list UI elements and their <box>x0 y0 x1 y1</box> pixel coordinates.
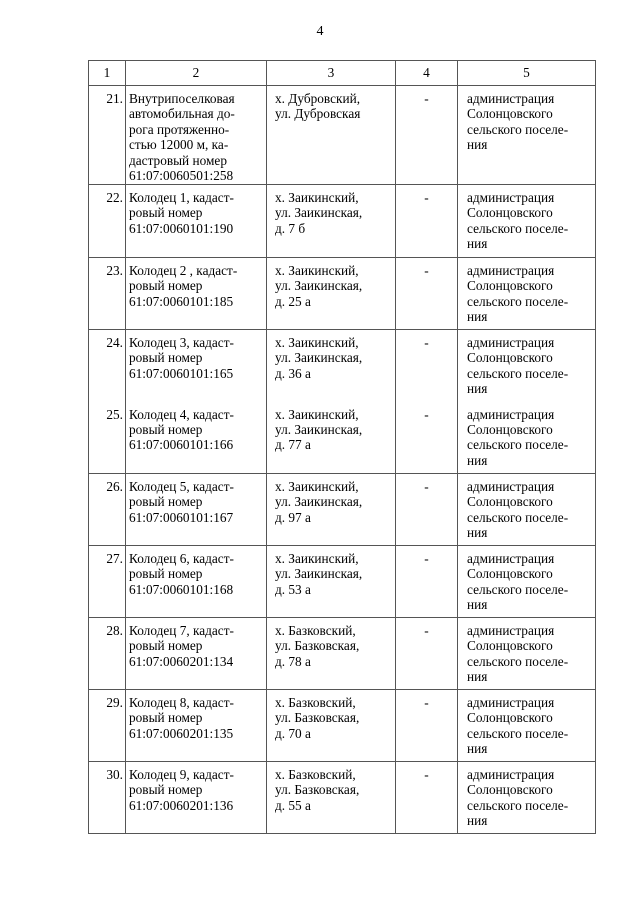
owner-name: администрация Солонцовского сельского поселе- ния <box>458 690 596 762</box>
owner-name: администрация Солонцовского сельского поселе- ния <box>458 762 596 834</box>
table-row <box>89 258 596 330</box>
row-number: 28. <box>89 618 126 690</box>
header-col-3: 3 <box>267 61 396 86</box>
object-name: Колодец 7, кадаст- ровый номер 61:07:0060201:134 <box>126 618 267 690</box>
row-number: 30. <box>89 762 126 834</box>
table-row <box>89 86 596 185</box>
header-col-4: 4 <box>396 61 458 86</box>
page-number: 4 <box>316 24 324 39</box>
object-name: Колодец 9, кадаст- ровый номер 61:07:0060201:136 <box>126 762 267 834</box>
table-row <box>89 474 596 546</box>
column-4-value: - <box>396 762 458 834</box>
column-4-value: - <box>396 402 458 474</box>
object-address: х. Заикинский, ул. Заикинская, д. 97 а <box>267 474 396 546</box>
row-number: 22. <box>89 185 126 258</box>
owner-name: администрация Солонцовского сельского поселе- ния <box>458 185 596 258</box>
object-name: Колодец 2 , кадаст- ровый номер 61:07:0060101:185 <box>126 258 267 330</box>
object-address: х. Заикинский, ул. Заикинская, д. 53 а <box>267 546 396 618</box>
row-number: 26. <box>89 474 126 546</box>
column-4-value: - <box>396 474 458 546</box>
owner-name: администрация Солонцовского сельского поселе- ния <box>458 330 596 402</box>
owner-name: администрация Солонцовского сельского поселе- ния <box>458 546 596 618</box>
column-4-value: - <box>396 86 458 185</box>
header-col-2: 2 <box>126 61 267 86</box>
column-4-value: - <box>396 690 458 762</box>
object-name: Колодец 8, кадаст- ровый номер 61:07:0060201:135 <box>126 690 267 762</box>
owner-name: администрация Солонцовского сельского поселе- ния <box>458 258 596 330</box>
object-address: х. Базковский, ул. Базковская, д. 70 а <box>267 690 396 762</box>
column-4-value: - <box>396 618 458 690</box>
table-row <box>89 402 596 474</box>
table-row <box>89 618 596 690</box>
column-4-value: - <box>396 330 458 402</box>
object-name: Колодец 6, кадаст- ровый номер 61:07:0060101:168 <box>126 546 267 618</box>
header-col-1: 1 <box>89 61 126 86</box>
row-number: 24. <box>89 330 126 402</box>
object-address: х. Заикинский, ул. Заикинская, д. 36 а <box>267 330 396 402</box>
column-4-value: - <box>396 258 458 330</box>
object-address: х. Базковский, ул. Базковская, д. 78 а <box>267 618 396 690</box>
row-number: 25. <box>89 402 126 474</box>
object-address: х. Дубровский, ул. Дубровская <box>267 86 396 185</box>
column-4-value: - <box>396 185 458 258</box>
table-header-row <box>89 61 596 86</box>
object-address: х. Базковский, ул. Базковская, д. 55 а <box>267 762 396 834</box>
table-row <box>89 185 596 258</box>
object-name: Колодец 4, кадаст- ровый номер 61:07:0060101:166 <box>126 402 267 474</box>
header-col-5: 5 <box>458 61 596 86</box>
table-row <box>89 762 596 834</box>
object-address: х. Заикинский, ул. Заикинская, д. 25 а <box>267 258 396 330</box>
owner-name: администрация Солонцовского сельского поселе- ния <box>458 86 596 185</box>
owner-name: администрация Солонцовского сельского поселе- ния <box>458 618 596 690</box>
row-number: 27. <box>89 546 126 618</box>
property-table <box>88 60 596 834</box>
object-name: Колодец 1, кадаст- ровый номер 61:07:0060101:190 <box>126 185 267 258</box>
table-row <box>89 690 596 762</box>
owner-name: администрация Солонцовского сельского поселе- ния <box>458 402 596 474</box>
object-name: Внутрипоселковая автомобильная до- рога протяженно- стью 12000 м, ка- дастровый номер 61:07:0060501:258 <box>126 86 267 185</box>
object-address: х. Заикинский, ул. Заикинская, д. 77 а <box>267 402 396 474</box>
row-number: 21. <box>89 86 126 185</box>
column-4-value: - <box>396 546 458 618</box>
object-name: Колодец 3, кадаст- ровый номер 61:07:0060101:165 <box>126 330 267 402</box>
row-number: 23. <box>89 258 126 330</box>
object-name: Колодец 5, кадаст- ровый номер 61:07:0060101:167 <box>126 474 267 546</box>
table-row <box>89 546 596 618</box>
row-number: 29. <box>89 690 126 762</box>
table-row <box>89 330 596 402</box>
object-address: х. Заикинский, ул. Заикинская, д. 7 б <box>267 185 396 258</box>
owner-name: администрация Солонцовского сельского поселе- ния <box>458 474 596 546</box>
